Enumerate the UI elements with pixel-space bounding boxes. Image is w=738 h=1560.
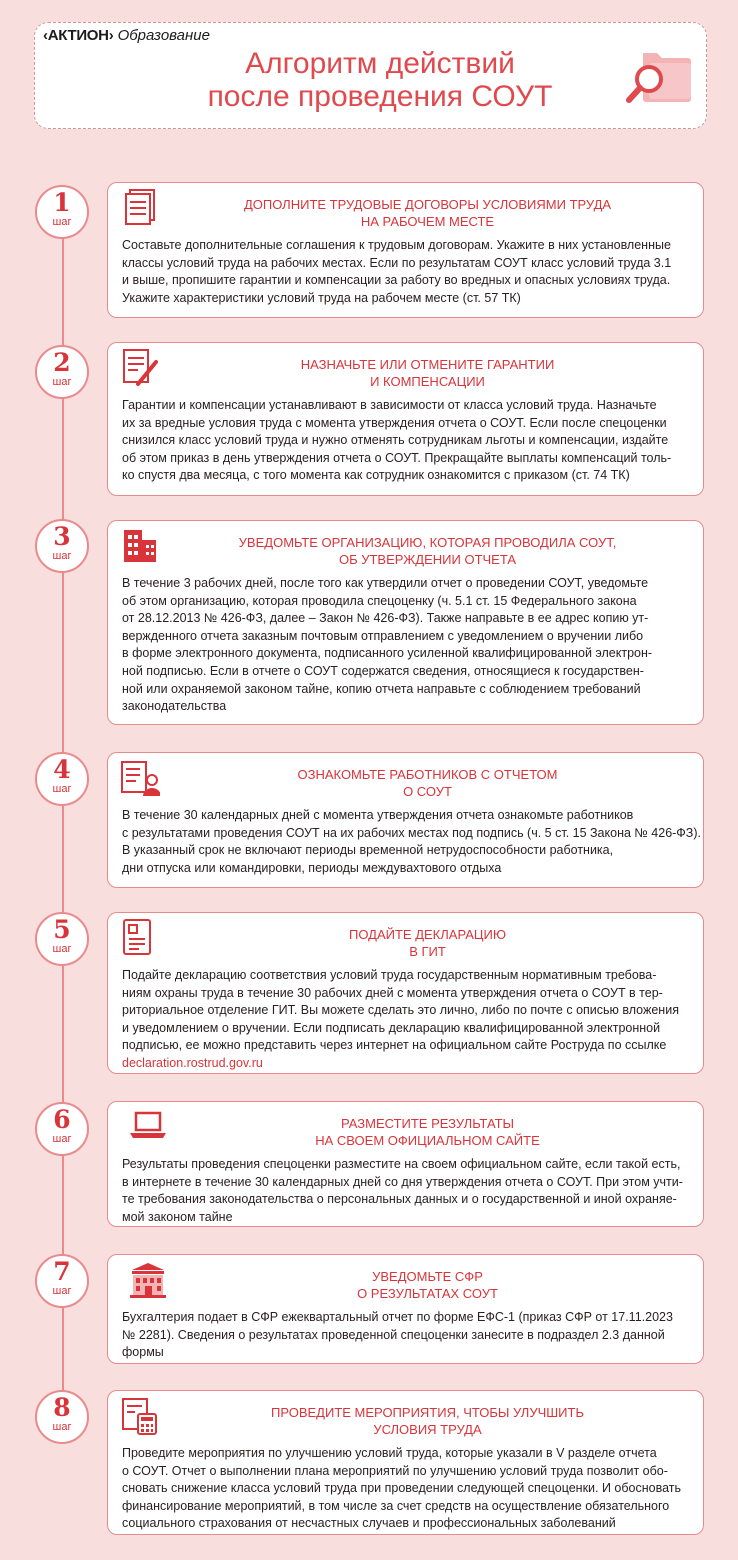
step-card-4 (107, 752, 704, 888)
step-badge-6 (35, 1102, 89, 1156)
step-title-line: РАЗМЕСТИТЕ РЕЗУЛЬТАТЫ (340, 1116, 515, 1131)
calculator-document-icon (120, 1396, 160, 1436)
step-title-line: УСЛОВИЯ ТРУДА (373, 1422, 482, 1437)
step-badge-4 (35, 752, 89, 806)
rostrud-declaration-link[interactable]: declaration.rostrud.gov.ru (122, 1055, 263, 1070)
step-text-line: Подайте декларацию соответствия условий труда государственным нормативным требова- (122, 968, 657, 982)
step-title-line: НАЗНАЧЬТЕ ИЛИ ОТМЕНИТЕ ГАРАНТИИ (300, 357, 555, 372)
page-title-line-1: Алгоритм действий (245, 47, 515, 80)
step-text-line: вержденного отчета заказным почтовым отправлением с уведомлением о вручении либо (122, 628, 644, 643)
step-text-line: Проведите мероприятия по улучшению условий труда, которые указали в V разделе отчета (122, 1446, 657, 1460)
step-card-7 (107, 1254, 704, 1364)
step-text-line: об этом приказ в день утверждения отчета о СОУТ. Прекращайте выплаты компенсаций толь- (122, 450, 672, 465)
step-text-line: В течение 3 рабочих дней, после того как утвердили отчет о проведении СОУТ, уведомьте (122, 576, 649, 590)
step-title-line: НА РАБОЧЕМ МЕСТЕ (360, 214, 495, 229)
step-label: шаг (52, 943, 72, 955)
step-text-line: ной подписью. Если в отчете о СОУТ содержатся сведения, относящиеся к государствен- (122, 663, 644, 678)
step-text-line: и выше, пропишите гарантии и компенсации за работу во вредных и опасных условиях труда. (122, 273, 671, 288)
step-label: шаг (52, 1133, 72, 1145)
step-number: 8 (53, 1393, 71, 1422)
document-person-icon (120, 758, 160, 798)
step-description (122, 1445, 693, 1533)
step-badge-1 (35, 185, 89, 239)
step-title-line: ДОПОЛНИТЕ ТРУДОВЫЕ ДОГОВОРЫ УСЛОВИЯМИ ТРУДА (243, 197, 612, 212)
step-label: шаг (52, 1421, 72, 1433)
step-card-3 (107, 520, 704, 725)
step-label: шаг (52, 550, 72, 562)
building-icon (120, 526, 160, 566)
step-title (168, 1404, 687, 1438)
step-text-line: В течение 30 календарных дней с момента утверждения отчета ознакомьте работников (122, 808, 634, 822)
step-text-line: Укажите характеристики условий труда на рабочем месте (ст. 57 ТК) (122, 290, 521, 305)
step-title-line: ПОДАЙТЕ ДЕКЛАРАЦИЮ (348, 927, 507, 942)
page-title (135, 47, 625, 113)
step-title (168, 196, 687, 230)
step-text-line: Гарантии и компенсации устанавливают в зависимости от класса условий труда. Назначьте (122, 398, 657, 412)
step-title-line: О СОУТ (403, 784, 452, 799)
step-text-line: сновать снижение класса условий труда при проведении следующей спецоценки. И обосновать (122, 1481, 682, 1496)
folder-search-icon (625, 45, 695, 107)
step-title-line: В ГИТ (409, 944, 446, 959)
step-text-line: ной или охраняемой законом тайне, копию отчета направьте с соблюдением требований (122, 681, 641, 696)
step-label: шаг (52, 376, 72, 388)
step-title (168, 534, 687, 568)
document-pen-icon (120, 348, 160, 388)
step-text-line: снизился класс условий труда и нужно отменять сотрудникам льготы и компенсации, издайте (122, 433, 669, 448)
step-text-line: подписью, ее можно представить через интернет на официальном сайте Роструда по ссылке (122, 1038, 667, 1053)
header-banner (34, 22, 707, 129)
step-badge-7 (35, 1254, 89, 1308)
step-text-line: Составьте дополнительные соглашения к трудовым договорам. Укажите в них установленные (122, 238, 671, 252)
step-badge-8 (35, 1390, 89, 1444)
step-title (168, 1268, 687, 1302)
step-label: шаг (52, 216, 72, 228)
step-text-line: классы условий труда на рабочих местах. Если по результатам СОУТ класс условий труда 3.1 (122, 255, 672, 270)
step-badge-3 (35, 519, 89, 573)
step-description (122, 237, 693, 307)
step-text-line: с результатами проведения СОУТ на их рабочих местах под подпись (ч. 5 ст. 15 Закона № 426-ФЗ). (122, 825, 701, 840)
step-title-line: УВЕДОМЬТЕ ОРГАНИЗАЦИЮ, КОТОРАЯ ПРОВОДИЛА СОУТ, (238, 535, 617, 550)
step-description (122, 1156, 693, 1226)
step-text-line: формы (122, 1345, 164, 1360)
step-title (168, 356, 687, 390)
step-title-line: ОЗНАКОМЬТЕ РАБОТНИКОВ С ОТЧЕТОМ (297, 767, 558, 782)
step-text-line: их за вредные условия труда с момента утверждения отчета о СОУТ. Если после спецоценки (122, 415, 667, 430)
step-title (168, 1115, 687, 1149)
step-description (122, 575, 693, 716)
page-title-line-2: после проведения СОУТ (207, 80, 553, 113)
step-description (122, 807, 701, 877)
step-number: 6 (53, 1105, 71, 1134)
brand-logo[interactable] (43, 27, 210, 44)
step-title-line: ПРОВЕДИТЕ МЕРОПРИЯТИЯ, ЧТОБЫ УЛУЧШИТЬ (271, 1405, 584, 1420)
step-number: 4 (53, 755, 71, 784)
step-badge-5 (35, 912, 89, 966)
step-text-line: Бухгалтерия подает в СФР ежеквартальный отчет по форме ЕФС-1 (приказ СФР от 17.11.2023 (122, 1310, 673, 1324)
step-text-line: финансирование мероприятий, в том числе за счет средств на осуществление обязательного (122, 1498, 670, 1513)
brand-product-name: Образование (117, 27, 210, 44)
step-text-line: и уведомлением о вручении. Если подписать декларацию квалифицированной электронной (122, 1020, 661, 1035)
step-text-line: от 28.12.2013 № 426-ФЗ, далее – Закон № 426-ФЗ). Также направьте в ее адрес копию ут- (122, 611, 649, 626)
step-title-line: НА СВОЕМ ОФИЦИАЛЬНОМ САЙТЕ (315, 1133, 540, 1148)
step-title-line: И КОМПЕНСАЦИИ (370, 374, 485, 389)
step-card-1 (107, 182, 704, 318)
declaration-icon (120, 918, 160, 958)
step-title-line: УВЕДОМЬТЕ СФР (372, 1269, 483, 1284)
step-text-line: мой законом тайне (122, 1209, 233, 1224)
step-number: 2 (53, 348, 71, 377)
step-card-2 (107, 342, 704, 496)
step-number: 5 (53, 915, 71, 944)
step-label: шаг (52, 783, 72, 795)
step-title-line: О РЕЗУЛЬТАТАХ СОУТ (357, 1286, 498, 1301)
step-text-line: дни отпуска или командировки, периоды междувахтового отдыха (122, 860, 502, 875)
step-text-line: риториальное отделение ГИТ. Вы можете сделать это лично, либо по почте с описью вложения (122, 1003, 679, 1018)
step-text-line: о СОУТ. Отчет о выполнении плана мероприятий по улучшению условий труда позволит обо- (122, 1463, 668, 1478)
step-description (122, 967, 693, 1073)
step-badge-2 (35, 345, 89, 399)
step-description (122, 397, 693, 485)
step-description (122, 1309, 693, 1362)
documents-icon (120, 188, 160, 228)
step-card-5 (107, 912, 704, 1074)
step-title (168, 766, 687, 800)
step-text-line: законодательства (122, 699, 227, 714)
step-title-line: ОБ УТВЕРЖДЕНИИ ОТЧЕТА (338, 552, 517, 567)
step-text-line: те требования законодательства о персональных данных и о государственной и иной охраняе- (122, 1192, 677, 1207)
brand-logo-mark: ‹АКТИОН› (43, 27, 114, 44)
step-number: 1 (53, 188, 71, 217)
step-text-line: в интернете в течение 30 календарных дней со дня утверждения отчета о СОУТ. При этом учти- (122, 1174, 683, 1189)
step-card-6 (107, 1101, 704, 1227)
step-text-line: ниям охраны труда в течение 30 рабочих дней с момента утверждения отчета о СОУТ в тер- (122, 985, 663, 1000)
step-title (168, 926, 687, 960)
step-number: 7 (53, 1257, 71, 1286)
step-text-line: В указанный срок не включают периоды временной нетрудоспособности работника, (122, 843, 614, 858)
step-label: шаг (52, 1285, 72, 1297)
step-text-line: об этом организацию, которая проводила спецоценку (ч. 5.1 ст. 15 Федерального закона (122, 593, 637, 608)
step-text-line: № 2281). Сведения о результатах проведенной спецоценки занесите в подраздел 2.3 данной (122, 1327, 665, 1342)
step-card-8 (107, 1390, 704, 1535)
step-number: 3 (53, 522, 71, 551)
step-text-line: Результаты проведения спецоценки разместите на своем официальном сайте, если такой есть, (122, 1157, 681, 1171)
step-text-line: социального страхования от несчастных случаев и профессиональных заболеваний (122, 1516, 616, 1531)
step-text-line: в форме электронного документа, подписанного усиленной квалифицированной электрон- (122, 646, 653, 661)
step-text-line: ко спустя два месяца, с того момента как сотрудник ознакомится с приказом (ст. 74 ТК) (122, 468, 630, 483)
